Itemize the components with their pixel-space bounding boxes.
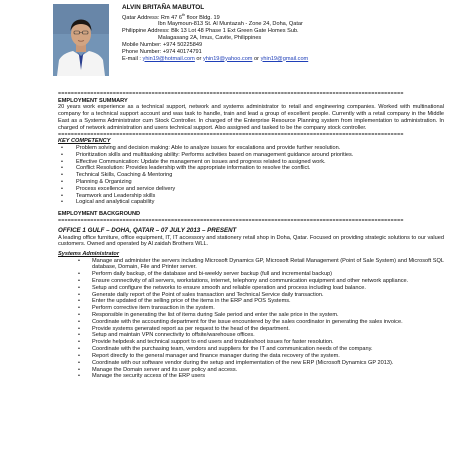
competency-item: • Conflict Resolution: Provides leadership with the appropriate information to resolve the conflict.: [58, 165, 444, 172]
philippine-address-line: Philippine Address: Blk 13 Lot 48 Phase 1 Ext Green Gate Homes Sub.: [122, 28, 299, 35]
duty-item: • Provide systems generated report as per request to the head of the department.: [58, 326, 444, 333]
duty-item: • Generate daily report of the Point of sales transaction and Technical Service daily transaction.: [58, 292, 444, 299]
competency-item: • Logical and analytical capability: [58, 199, 444, 206]
duties-list: [58, 258, 444, 381]
duty-item: • Manage the security access of the ERP users: [58, 373, 444, 380]
section-divider: ===========================================================================================================: [58, 91, 404, 97]
duty-item: • Coordinate with our software vendor during the setup and implementation of the new ERP (Microsoft Dynamics GP 2013).: [58, 360, 444, 367]
competency-item: • Effective Communication: Update the management on issues and progress related to assigned work.: [58, 159, 444, 166]
email-link-hotmail[interactable]: yhin19@hotmail.com: [142, 55, 195, 62]
contact-block: [122, 4, 442, 62]
duty-item: • Perform corrective item transaction in the system.: [58, 305, 444, 312]
duty-item: • Responsible in generating the list of items during Sale period and enter the sale price in the system.: [58, 312, 444, 319]
duty-item: • Setup and configure the networks to ensure smooth and reliable operation and process including load balance.: [58, 285, 444, 292]
profile-photo: [53, 4, 109, 76]
philippine-address-line-2: Malagasang 2A, Imus, Cavite, Philippines: [158, 35, 262, 42]
office-heading: OFFICE 1 GULF – DOHA, QATAR – 07 JULY 2013 – PRESENT: [58, 227, 237, 234]
email-or-1: or: [194, 55, 203, 62]
duty-item: • Provide helpdesk and technical support to end users and troubleshoot issues for faster resolution.: [58, 339, 444, 346]
competency-item: • Technical Skills, Coaching & Mentoring: [58, 172, 444, 179]
mobile-number: Mobile Number: +974 50225849: [122, 41, 203, 48]
email-link-yahoo[interactable]: yhin19@yahoo.com: [202, 55, 253, 62]
employment-summary-text: 20 years work experience as a technical support, network and systems administrator to retail and engineering companies. Worked with multinational company for a technical support account and was task to handle, train and lead a group of excellent people. Currently with a retail company in the Middle East as a Systems Administrator cum Stock Controller. In charged of the Enterprise Resource Planning system from implementation to administration. In charged of network administration and users technical support. Also assigned and tasked to be the company stock controller.: [58, 104, 444, 131]
qatar-address-line-2: Ibn Maymoun-813 St. Al Muntazah - Zone 24, Doha, Qatar: [158, 21, 303, 28]
duty-item: • Manage the Domain server and its user policy and access.: [58, 367, 444, 374]
duty-item: • Coordinate with the purchasing team, vendors and suppliers for the IT and communication needs of the company.: [58, 346, 444, 353]
duty-item: • Enter the updated of the selling price of the items in the ERP and POS Systems.: [58, 298, 444, 305]
duty-item: • Setup and maintain VPN connectivity to offsite/warehouse offices.: [58, 332, 444, 339]
competency-item: • Planning & Organizing: [58, 179, 444, 186]
competency-list: [58, 145, 444, 206]
duty-item: • Coordinate with the accounting department for the issue encountered by the sales coordinator in generating the sales invoice.: [58, 319, 444, 326]
person-photo-icon: [53, 4, 109, 76]
duty-item: • Report directly to the general manager and finance manager during the data recovery of the system.: [58, 353, 444, 360]
employment-background-heading: EMPLOYMENT BACKGROUND: [58, 211, 141, 218]
phone-number: Phone Number: +974 40174791: [122, 48, 202, 55]
competency-item: • Process excellence and service delivery: [58, 186, 444, 193]
key-competency-heading: KEY COMPETENCY: [58, 138, 111, 145]
email-line: [122, 56, 442, 63]
competency-item: • Problem solving and decision making: Able to analyze issues for escalations and provide further resolution.: [58, 145, 444, 152]
section-divider: ===========================================================================================================: [58, 218, 404, 224]
employment-summary-heading: EMPLOYMENT SUMMARY: [58, 97, 128, 104]
office-description: A leading office furniture, office equipment, IT, IT accessory and stationery retail shop in Doha, Qatar. Focused on providing strategic solutions to our valued customers. Owned and operated by Al zaidah Brothers WLL.: [58, 234, 444, 248]
competency-item: • Prioritization skills and multitasking ability: Performs activities based on management guidance around priorities.: [58, 152, 444, 159]
duty-item: • Manage and administer the servers including Microsoft Dynamics GP, Microsoft Retail Management (Point of Sale System) and Microsoft SQL database, Domain, File and Printer server.: [58, 258, 444, 272]
section-divider: ===========================================================================================================: [58, 131, 404, 138]
duty-item: • Perform daily backup, of the database and bi-weekly server backup (full and incremental backup): [58, 271, 444, 278]
email-or-2: or: [252, 55, 261, 62]
candidate-name: ALVIN BRITAÑA MABUTOL: [122, 4, 205, 11]
duty-item: • Ensure connectivity of all servers, workstations, internet, telephony and communication equipment and other network appliance.: [58, 278, 444, 285]
resume-body: [58, 91, 444, 380]
email-label: E-mail :: [122, 55, 143, 62]
role-title: Systems Administrator: [58, 250, 120, 257]
competency-item: • Teamwork and Leadership skills: [58, 193, 444, 200]
qatar-address-line: Qatar Address: Rm 47 6th floor Bldg. 19: [122, 12, 220, 21]
email-link-gmail[interactable]: yhin19@gmail.com: [260, 55, 309, 62]
